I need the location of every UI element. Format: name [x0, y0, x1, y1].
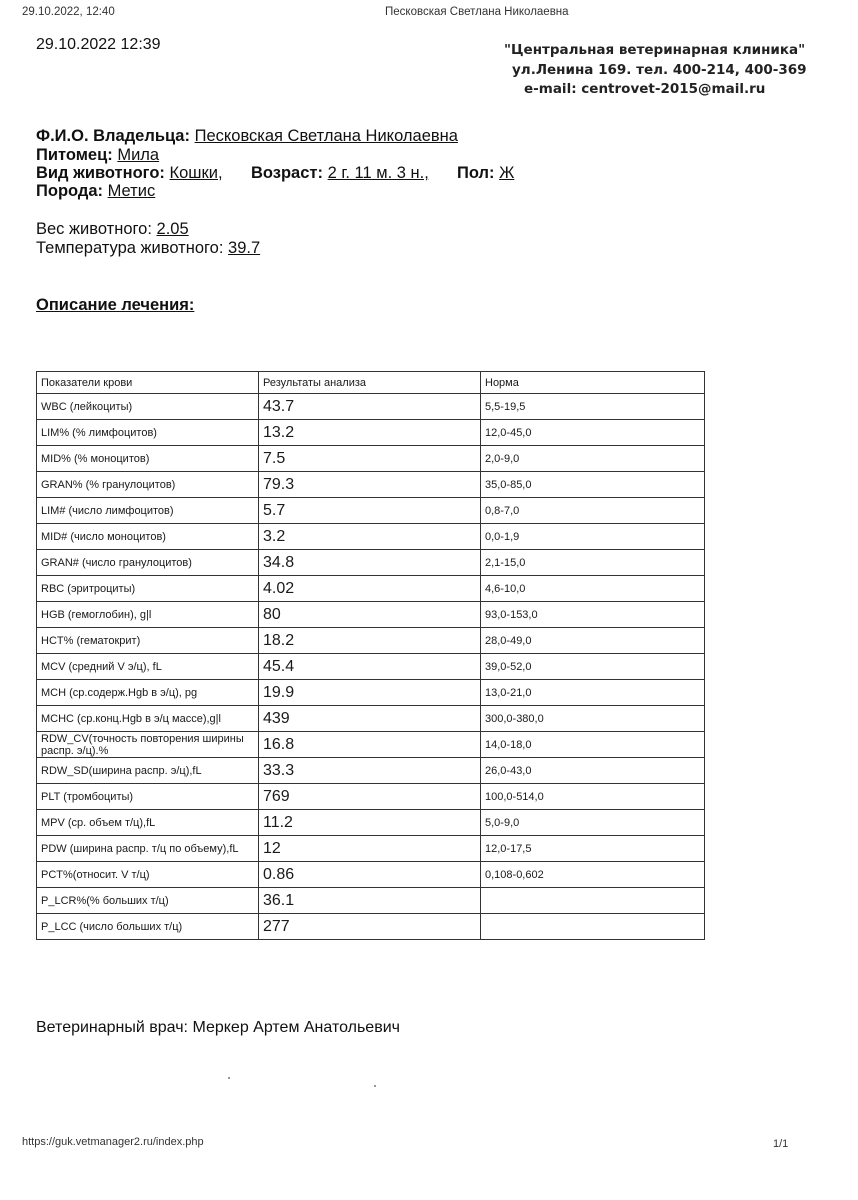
row-value: 45.4: [259, 654, 481, 680]
header-indicator: Показатели крови: [37, 372, 259, 394]
owner-label: Ф.И.О. Владельца:: [36, 127, 190, 145]
table-row: [37, 420, 705, 446]
table-row: [37, 446, 705, 472]
table-row: [37, 784, 705, 810]
age-line: [251, 164, 429, 183]
print-datetime: 29.10.2022, 12:40: [22, 6, 115, 18]
row-value: 18.2: [259, 628, 481, 654]
row-name: PDW (ширина распр. т/ц по объему),fL: [37, 836, 259, 862]
clinic-email: e-mail: centrovet-2015@mail.ru: [524, 81, 766, 97]
treatment-title: Описание лечения:: [36, 296, 195, 314]
weight-value: 2.05: [156, 220, 189, 238]
breed-label: Порода:: [36, 182, 104, 200]
row-name: PCT%(относит. V т/ц): [37, 862, 259, 888]
row-norm: 4,6-10,0: [481, 576, 705, 602]
table-row: [37, 810, 705, 836]
sex-line: [457, 164, 514, 183]
row-norm: 12,0-17,5: [481, 836, 705, 862]
row-norm: 300,0-380,0: [481, 706, 705, 732]
row-name: HGB (гемоглобин), g|l: [37, 602, 259, 628]
table-row: [37, 732, 705, 758]
clinic-name: "Центральная ветеринарная клиника": [504, 42, 806, 58]
table-row: [37, 914, 705, 940]
table-row: [37, 706, 705, 732]
row-name: WBC (лейкоциты): [37, 394, 259, 420]
table-row: [37, 628, 705, 654]
row-norm: 12,0-45,0: [481, 420, 705, 446]
table-row: [37, 862, 705, 888]
species-line: [36, 164, 223, 183]
row-value: 36.1: [259, 888, 481, 914]
table-row: [37, 654, 705, 680]
weight-label: Вес животного:: [36, 220, 152, 238]
table-row: [37, 602, 705, 628]
row-value: 277: [259, 914, 481, 940]
scan-speck: [374, 1085, 376, 1087]
row-value: 769: [259, 784, 481, 810]
age-value: 2 г. 11 м. 3 н.,: [327, 164, 429, 182]
table-row: [37, 888, 705, 914]
row-value: 79.3: [259, 472, 481, 498]
row-norm: 14,0-18,0: [481, 732, 705, 758]
blood-test-table: [36, 371, 705, 940]
footer-page: 1/1: [773, 1138, 789, 1150]
row-value: 12: [259, 836, 481, 862]
row-value: 13.2: [259, 420, 481, 446]
table-row: [37, 394, 705, 420]
table-row: [37, 498, 705, 524]
species-label: Вид животного:: [36, 164, 165, 182]
row-value: 439: [259, 706, 481, 732]
breed-value: Метис: [107, 182, 156, 200]
row-name: RDW_SD(ширина распр. э/ц),fL: [37, 758, 259, 784]
row-norm: 2,1-15,0: [481, 550, 705, 576]
row-norm: 0,108-0,602: [481, 862, 705, 888]
row-name: MPV (ср. объем т/ц),fL: [37, 810, 259, 836]
row-name: GRAN# (число гранулоцитов): [37, 550, 259, 576]
row-norm: 5,0-9,0: [481, 810, 705, 836]
table-row: [37, 576, 705, 602]
row-value: 11.2: [259, 810, 481, 836]
row-value: 19.9: [259, 680, 481, 706]
pet-label: Питомец:: [36, 146, 113, 164]
row-name: GRAN% (% гранулоцитов): [37, 472, 259, 498]
row-name: HCT% (гематокрит): [37, 628, 259, 654]
table-row: [37, 524, 705, 550]
row-value: 80: [259, 602, 481, 628]
header-result: Результаты анализа: [259, 372, 481, 394]
row-name: MID# (число моноцитов): [37, 524, 259, 550]
row-name: MID% (% моноцитов): [37, 446, 259, 472]
row-name: RDW_CV(точность повторения ширины распр. э/ц).%: [37, 732, 259, 758]
row-norm: [481, 888, 705, 914]
owner-name: Песковская Светлана Николаевна: [194, 127, 458, 145]
doctor-line: Ветеринарный врач: Меркер Артем Анатольевич: [36, 1019, 400, 1036]
temperature-value: 39.7: [228, 239, 261, 257]
row-value: 4.02: [259, 576, 481, 602]
table-row: [37, 758, 705, 784]
temperature-line: [36, 239, 260, 258]
row-name: P_LCC (число больших т/ц): [37, 914, 259, 940]
document-datetime: 29.10.2022 12:39: [36, 36, 161, 53]
row-norm: 0,8-7,0: [481, 498, 705, 524]
row-name: PLT (тромбоциты): [37, 784, 259, 810]
table-row: [37, 550, 705, 576]
row-norm: 2,0-9,0: [481, 446, 705, 472]
footer-url: https://guk.vetmanager2.ru/index.php: [22, 1136, 204, 1148]
row-norm: 28,0-49,0: [481, 628, 705, 654]
row-name: LIM# (число лимфоцитов): [37, 498, 259, 524]
row-norm: 35,0-85,0: [481, 472, 705, 498]
row-name: RBC (эритроциты): [37, 576, 259, 602]
row-norm: 93,0-153,0: [481, 602, 705, 628]
table-header-row: [37, 372, 705, 394]
scan-speck: [228, 1077, 230, 1079]
row-value: 16.8: [259, 732, 481, 758]
row-name: MCHC (ср.конц.Hgb в э/ц массе),g|l: [37, 706, 259, 732]
table-row: [37, 472, 705, 498]
breed-line: [36, 182, 155, 201]
row-value: 34.8: [259, 550, 481, 576]
print-title: Песковская Светлана Николаевна: [385, 6, 569, 18]
temperature-label: Температура животного:: [36, 239, 224, 257]
row-name: P_LCR%(% больших т/ц): [37, 888, 259, 914]
row-value: 5.7: [259, 498, 481, 524]
table-row: [37, 680, 705, 706]
weight-line: [36, 220, 189, 239]
row-norm: [481, 914, 705, 940]
table-row: [37, 836, 705, 862]
row-value: 3.2: [259, 524, 481, 550]
pet-line: [36, 146, 159, 165]
row-name: LIM% (% лимфоцитов): [37, 420, 259, 446]
row-norm: 13,0-21,0: [481, 680, 705, 706]
sex-label: Пол:: [457, 164, 495, 182]
owner-line: [36, 127, 458, 146]
header-norm: Норма: [481, 372, 705, 394]
sex-value: Ж: [499, 164, 515, 182]
row-norm: 26,0-43,0: [481, 758, 705, 784]
age-label: Возраст:: [251, 164, 323, 182]
row-norm: 100,0-514,0: [481, 784, 705, 810]
row-norm: 0,0-1,9: [481, 524, 705, 550]
row-value: 33.3: [259, 758, 481, 784]
row-name: MCV (средний V э/ц), fL: [37, 654, 259, 680]
clinic-address: ул.Ленина 169. тел. 400-214, 400-369: [512, 62, 807, 78]
pet-name: Мила: [117, 146, 160, 164]
row-name: MCH (ср.содерж.Hgb в э/ц), pg: [37, 680, 259, 706]
row-value: 43.7: [259, 394, 481, 420]
species-value: Кошки,: [169, 164, 223, 182]
row-value: 7.5: [259, 446, 481, 472]
row-norm: 5,5-19,5: [481, 394, 705, 420]
row-value: 0.86: [259, 862, 481, 888]
row-norm: 39,0-52,0: [481, 654, 705, 680]
